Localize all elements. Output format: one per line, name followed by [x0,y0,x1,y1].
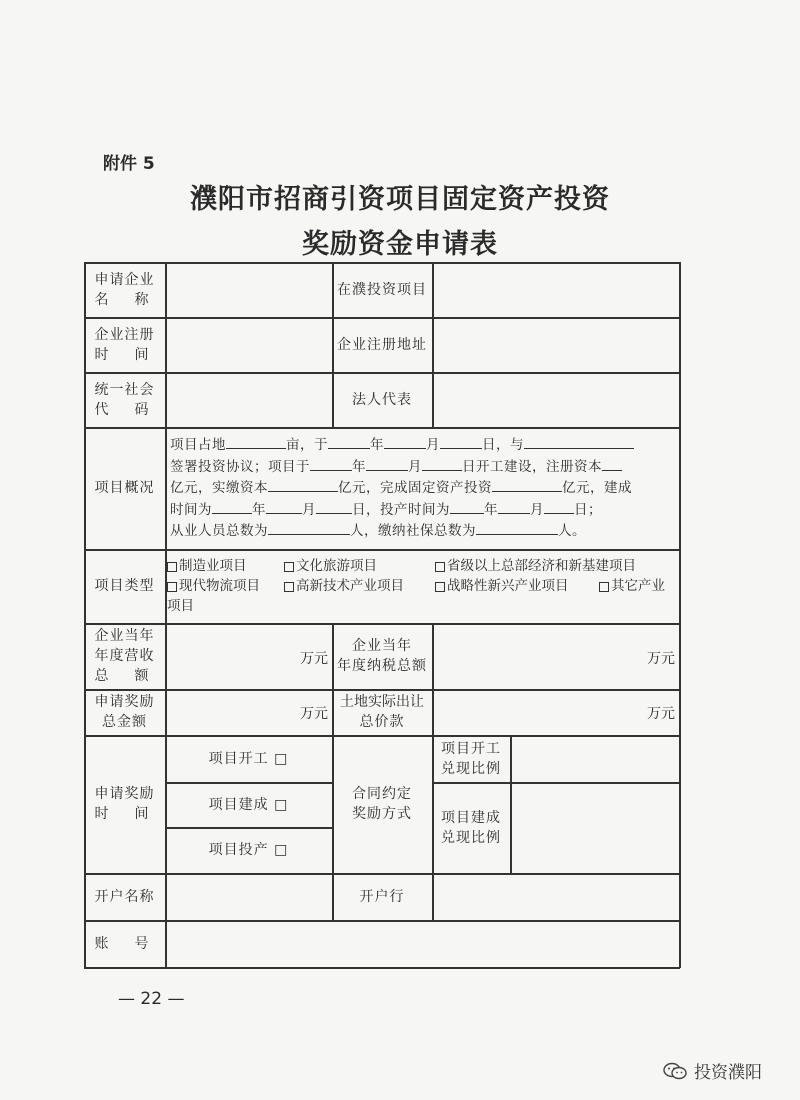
type-label: 项目类型 [94,578,155,594]
blank-field[interactable] [450,499,484,514]
blank-field[interactable] [212,499,252,514]
account-name-label: 开户名称 [94,888,155,905]
reward-total-label: 申请奖励 总金额 [94,694,155,730]
checkbox-icon[interactable] [435,562,445,572]
tax-label: 企业当年 年度纳税总额 [337,638,427,674]
blank-field[interactable] [476,520,558,535]
blank-field[interactable] [328,434,370,449]
account-name-field[interactable] [166,874,332,920]
page-number: — 22 — [118,989,185,1009]
type-option-culture-tourism[interactable]: 文化旅游项目 [284,556,377,576]
blank-field[interactable] [316,499,352,514]
blank-field[interactable] [310,456,352,471]
table-border-right [679,262,681,968]
overview-line: 签署投资协议；项目于 年 月 日开工建设，注册资本 [170,456,634,478]
type-option-logistics[interactable]: 现代物流项目 [167,578,260,594]
reg-address-label: 企业注册地址 [337,336,427,353]
type-options [167,556,665,616]
overview-line: 亿元，实缴资本 亿元，完成固定资产投资 亿元，建成 [170,477,634,499]
company-name-field[interactable] [166,263,332,317]
type-option-strategic[interactable]: 战略性新兴产业项目 [435,576,569,596]
land-price-field[interactable] [433,690,679,735]
checkbox-icon[interactable] [167,562,177,572]
revenue-label: 企业当年 年度营收 总 额 [94,628,155,684]
invest-project-field[interactable] [433,263,679,317]
overview-line: 从业人员总数为 人，缴纳社保总数为 人。 [170,520,634,542]
type-row: 项目 [167,598,194,614]
overview-line: 项目占地 亩，于 年 月 日，与 [170,434,634,456]
blank-field[interactable] [384,434,426,449]
tax-unit: 万元 [647,651,675,667]
checkbox-icon[interactable] [167,582,177,592]
type-row [167,556,636,576]
reg-time-field[interactable] [166,318,332,372]
ratio-built-field[interactable] [511,783,679,873]
blank-field[interactable] [440,434,482,449]
ratio-built-label: 项目建成 兑现比例 [441,809,501,846]
contract-reward-label: 合同约定 奖励方式 [352,786,412,822]
reg-time-label: 企业注册 时 间 [94,326,155,363]
watermark-text: 投资濮阳 [694,1063,762,1083]
blank-field[interactable] [544,499,574,514]
blank-field[interactable] [268,477,338,492]
type-option-headquarters[interactable]: 省级以上总部经济和新基建项目 [435,556,636,576]
form-title-line2: 奖励资金申请表 [302,229,498,260]
tax-field[interactable] [433,624,679,689]
type-row [167,576,665,596]
checkbox-icon[interactable] [599,582,609,592]
invest-project-label: 在濮投资项目 [337,281,427,298]
reward-option-production[interactable]: 项目投产 □ [208,842,289,858]
reward-option-built[interactable]: 项目建成 □ [208,796,289,813]
ratio-start-field[interactable] [511,736,679,782]
overview-text [170,434,634,542]
reward-option-start[interactable]: 项目开工 □ [208,750,289,767]
revenue-unit: 万元 [300,651,328,667]
type-option-other[interactable]: 其它产业 [599,576,665,596]
row-divider [84,549,680,551]
bank-field[interactable] [433,874,679,920]
wechat-icon [662,1062,688,1080]
checkbox-icon[interactable] [284,582,294,592]
row-divider [84,427,680,429]
land-price-label: 土地实际出让 总价款 [340,694,424,730]
blank-field[interactable] [498,499,530,514]
legal-rep-label: 法人代表 [352,391,412,408]
blank-field[interactable] [524,434,634,449]
type-option-hitech[interactable]: 高新技术产业项目 [284,576,404,596]
blank-field[interactable] [602,456,622,471]
company-name-label: 申请企业 名 称 [94,271,155,308]
blank-field[interactable] [422,456,462,471]
blank-field[interactable] [226,434,286,449]
blank-field[interactable] [266,499,302,514]
attachment-label: 附件 5 [103,154,155,174]
reward-time-label: 申请奖励 时 间 [94,786,155,822]
reward-total-unit: 万元 [300,706,328,722]
blank-field[interactable] [366,456,408,471]
legal-rep-field[interactable] [433,373,679,427]
account-no-label: 账 号 [94,935,155,952]
form-title-line1: 濮阳市招商引资项目固定资产投资 [190,184,610,215]
reg-address-field[interactable] [433,318,679,372]
checkbox-icon[interactable] [435,582,445,592]
ratio-start-label: 项目开工 兑现比例 [441,740,501,777]
credit-code-label: 统一社会 代 码 [94,381,155,418]
account-no-field[interactable] [166,921,679,967]
blank-field[interactable] [492,477,562,492]
bank-label: 开户行 [359,888,405,905]
overview-label: 项目概况 [94,480,155,496]
type-option-manufacturing[interactable]: 制造业项目 [167,558,247,574]
watermark [662,1058,762,1083]
table-border-bottom [84,967,680,969]
checkbox-icon[interactable] [284,562,294,572]
credit-code-field[interactable] [166,373,332,427]
overview-line: 时间为 年 月 日，投产时间为 年 月 日； [170,499,634,521]
blank-field[interactable] [268,520,350,535]
land-price-unit: 万元 [647,706,675,722]
